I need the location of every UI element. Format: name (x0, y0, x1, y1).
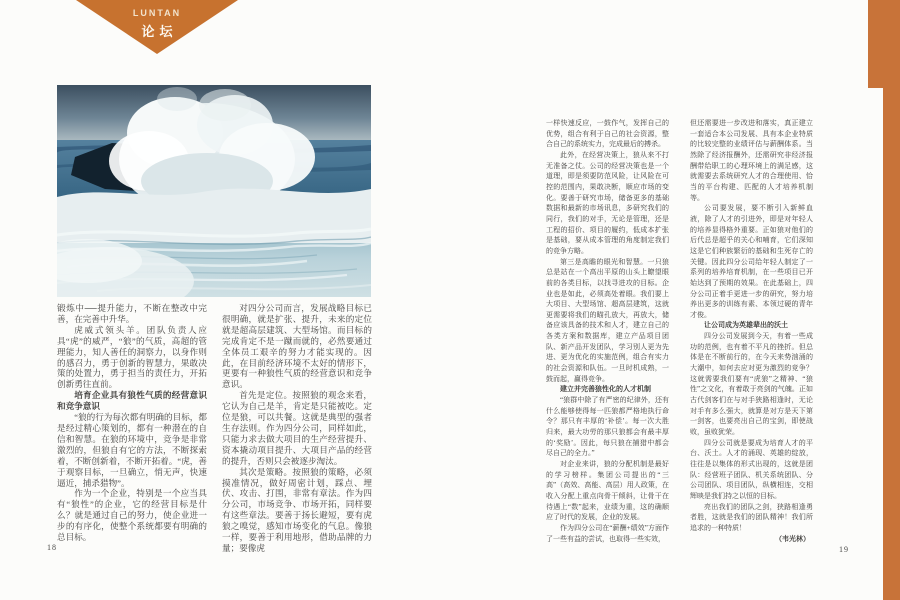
paragraph: 对四分公司而言，发展战略目标已很明确，就是扩张、提升，未来的定位就是超高层建筑、大型场馆。而目标的完成肯定不是一蹴而就的，必然要通过全体员工艰辛的努力才能实现的。因此，在目前经济环境不太好的情形下，更要有一种狼性气质的经营意识和竞争意识。 (222, 303, 372, 390)
paragraph: 首先是定位。按照狼的观念来看，它认为自己是羊，肯定是只能被吃。定位是狼，可以共餐。这就是典型的强者生存法则。作为四分公司，同样如此，只能力求去做大项目的生产经营提升、资本撬动项目提升、大项目产品的经营的提升，否则只会被逐步淘汰。 (222, 390, 372, 466)
page-number-left: 18 (47, 543, 57, 552)
right-page-column-1 (546, 118, 669, 548)
page-number-right: 19 (839, 545, 849, 554)
paragraph: 四分公司发展到今天，有着一些成功的范例，也有着不平凡的挫折。但总体是在不断前行的，在今天来势汹涌的大潮中，如何去应对更为激烈的竞争？这就需要我们要有“虎狼”之精神、“狼性”之文化，有着敢于亮剑的气魄。正如古代剑客们在与对手狭路相逢时，无论对手有多么强大，就算是对方是天下第一剑客，也要亮出自己的宝剑，即使战败，虽败犹荣。 (690, 332, 813, 437)
paragraph: 此外，在经营决策上，狼从来不打无准备之仗。公司的经营决策也是一个道理，即是须要防范风险，让风险在可控的范围内，果敢决断，顺应市场的变化。要善于研究市场，储备更多的基础数据和最新的市场讯息，多研究我们的同行，我们的对手，无论是管理，还是工程的招价、项目的履约，低成本扩张是基础，要从成本管理的角度制定我们的竞争方略。 (546, 150, 669, 255)
paragraph: 其次是策略。按照狼的策略，必须摸准情况，做好周密计划，踩点、埋伏、攻击、打围，非常有章法。作为四分公司，市场竞争、市场开拓，同样要有这些章法。要善于扬长避短，要有虎狼之嗅觉，感知市场变化的气息。像狼一样，要善于利用地形，借助品牌的力量；要像虎 (222, 466, 372, 553)
paragraph: “狼群中除了有严密的纪律外，还有什么能够使得每一匹狼都严格地执行命令？那只有丰厚的‘补偿’。每一次大胜归来，最大功劳的那只狼都会有最丰厚的‘奖励’。因此，每只狼在捕猎中都会尽自己的全力。” (546, 396, 669, 458)
logo-text-cn: 论坛 (141, 24, 178, 39)
paragraph: 第三是高瞻的眼光和智慧。一只狼总是站在一个高出平原的山头上瞭望眼前的各类目标，以找寻进攻的目标。企业也是如此，必须高处着眼。我们要上大项目、大型场馆、超高层建筑，这就更需要将我们的瞄孔放大，再放大，储备应该具备的技术和人才，建立自己的各类方案和数据库，建立产品项目团队、新产品开发团队，学习别人更为先进、更为优化的实施范例，组合有实力的社会资源和队伍。一旦时机成熟，一鼓而起，赢得竞争。 (546, 257, 669, 383)
paragraph-continuation: 一样快速反应，一鼓作气，发挥自己的优势，组合有利于自己的社会资源，整合自己的系统实力，完成最后的搏杀。 (546, 119, 669, 149)
paragraph: 对企业来讲，狼的分配机制是最好的学习榜样。集团公司提出的“三高”（高效、高能、高层）用人政策，在收入分配上重点向骨干倾斜，让骨干在待遇上“数”起来，业绩为重，这的确顺应了时代的发展，企业的发展。 (546, 460, 669, 522)
paragraph: 四分公司就是要成为培育人才的平台、沃土。人才的涌现、英雄的绽放，往往是以集体的形式出现的，这就是团队：经营班子团队、机关系统团队、分公司团队、项目团队，纵横相连，交相辉映是我们持之以恒的目标。 (690, 438, 813, 500)
logo-text-en: LUNTAN (132, 8, 182, 18)
paragraph: 作为四分公司在“薪酬+绩效”方面作了一些有益的尝试，也取得一些实效， (546, 523, 669, 543)
ocean-wave-illustration (57, 85, 371, 297)
paragraph: 作为一个企业，特别是一个应当具有“狼性”的企业，它的经营目标是什么？就是通过自己的努力，使企业进一步的有序化，使整个系统都要有明确的总目标。 (57, 488, 207, 543)
right-edge-accent-bar (883, 0, 900, 600)
section-heading: 培育企业具有狼性气质的经营意识和竞争意识 (57, 390, 207, 412)
masthead-logo (76, 0, 238, 54)
section-heading: 让公司成为英雄辈出的沃土 (704, 321, 788, 330)
right-page-column-2 (690, 118, 813, 548)
left-page-column-1 (57, 303, 207, 555)
paragraph: “狼的行为每次都有明确的目标，都是经过精心策划的，都有一种潜在的自信和智慧。在狼的环境中，竞争是非常激烈的，但狼自有它的方法，不断探索着，不断创新着，不断开拓着。“虎，善于观察目标，一旦确立，悄无声，快速逼近，捕杀猎物”。 (57, 412, 207, 488)
paragraph: 亮出我们的团队之剑，狭路相逢勇者胜，这就是我们的团队精神！我们所追求的一种特质！ (690, 502, 813, 532)
left-page-column-2 (222, 303, 372, 555)
paragraph: 公司要发展，要不断引入新鲜血液，除了人才的引进外，即是对年轻人的培养显得格外重要。正如狼对他们的后代总是超乎的关心和哺育，它们深知这是它们种族繁衍的基础和生死存亡的关键。因此四分公司给年轻人制定了一系列的培养培育机制，在一些项目已开始达到了预期的效果。在此基础上，四分公司正着手更进一步的研究，努力培养出更多的训练有素、本领过硬的青年才俊。 (690, 204, 813, 319)
section-heading: 建立并完善狼性化的人才机制 (560, 385, 651, 394)
paragraph-continuation: 但还需要进一步改进和落实，真正建立一套适合本公司发展、具有本企业特质的比较完整的业绩评估与薪酬体系。当然除了经济报酬外，还需研究非经济报酬带给职工的心理环境上的满足感，这就需要去系统研究人才的合理使用、恰当的平台构建、匹配的人才培养机制等。 (690, 119, 813, 202)
paragraph-continuation: 锻炼中──提升能力，不断在整改中完善，在完善中升华。 (57, 303, 207, 324)
paragraph: 虎威式领头羊。团队负责人应具“虎”的威严，“狼”的气质，高超的管理能力，知人善任的洞察力，以身作则的感召力，勇于创新的智慧力，果敢决策的处置力，勇于担当的责任力，开拓创新勇往直前。 (57, 324, 207, 390)
ocean-wave-photo (57, 85, 371, 297)
author-credit: （韦光林） (775, 534, 810, 543)
